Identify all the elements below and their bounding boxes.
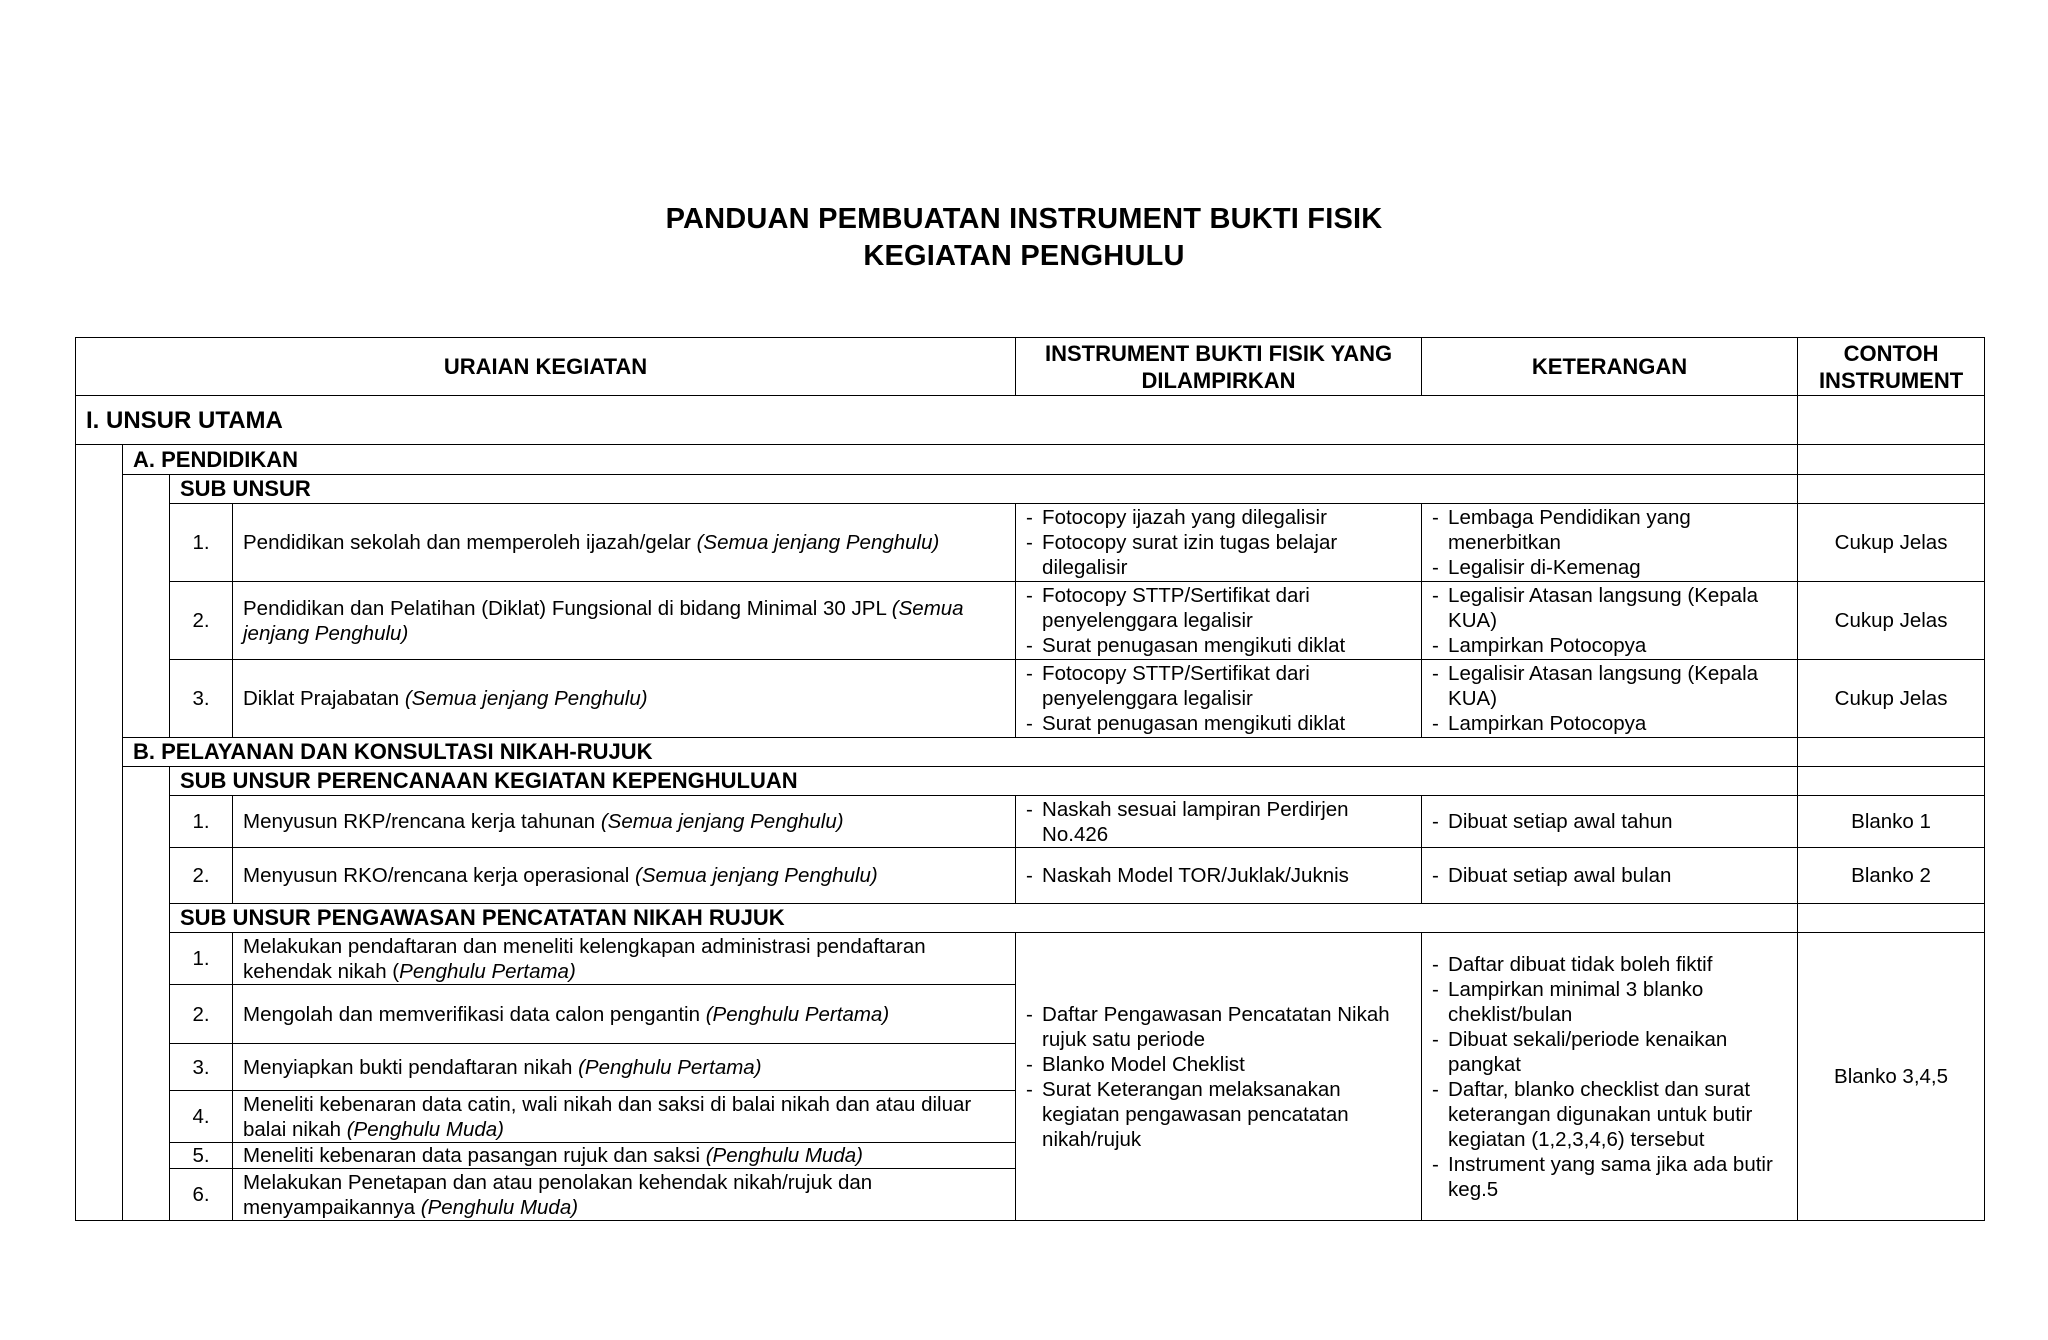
list-item: - Lampirkan minimal 3 blanko cheklist/bulan: [1432, 977, 1787, 1027]
keterangan-list: [1432, 952, 1787, 1202]
contoh-blank: [1798, 738, 1985, 767]
list-item: - Dibuat sekali/periode kenaikan pangkat: [1432, 1027, 1787, 1077]
activity-text: Menyiapkan bukti pendaftaran nikah: [243, 1055, 573, 1079]
table-row: [76, 504, 1985, 582]
list-item: - Fotocopy STTP/Sertifikat dari penyelenggara legalisir: [1026, 661, 1411, 711]
instrument-cell: [1016, 933, 1422, 1221]
activity-description: [233, 1143, 1016, 1169]
list-item: - Instrument yang sama jika ada butir keg.5: [1432, 1152, 1787, 1202]
instrument-list: [1026, 583, 1411, 658]
table-row: [76, 848, 1985, 904]
instrument-cell: [1016, 848, 1422, 904]
activity-description: [233, 1044, 1016, 1091]
instrument-list: [1026, 863, 1411, 888]
table-row: [76, 582, 1985, 660]
row-number: 1.: [170, 504, 233, 582]
contoh-blank: [1798, 396, 1985, 445]
row-number: 3.: [170, 1044, 233, 1091]
contoh-cell: Cukup Jelas: [1798, 504, 1985, 582]
list-item: - Surat penugasan mengikuti diklat: [1026, 633, 1411, 658]
keterangan-cell: [1422, 582, 1798, 660]
list-item: - Legalisir Atasan langsung (Kepala KUA): [1432, 661, 1787, 711]
table-row: [76, 796, 1985, 848]
row-number: 2.: [170, 582, 233, 660]
activity-table: [75, 337, 1985, 1221]
list-item: - Lembaga Pendidikan yang menerbitkan: [1432, 505, 1787, 555]
contoh-cell: Cukup Jelas: [1798, 582, 1985, 660]
row-number: 1.: [170, 933, 233, 985]
activity-description: [233, 848, 1016, 904]
activity-grade-note: (Penghulu Muda): [346, 1117, 504, 1141]
keterangan-list: [1432, 661, 1787, 736]
row-number: 6.: [170, 1169, 233, 1221]
row-number: 3.: [170, 660, 233, 738]
header-keterangan: KETERANGAN: [1422, 338, 1798, 396]
sub-unsur-pengawasan: SUB UNSUR PENGAWASAN PENCATATAN NIKAH RUJUK: [170, 904, 1798, 933]
activity-text: Menyusun RKP/rencana kerja tahunan: [243, 810, 596, 833]
list-item: - Lampirkan Potocopya: [1432, 633, 1787, 658]
sub-unsur-heading: SUB UNSUR: [170, 475, 1798, 504]
instrument-list: [1026, 505, 1411, 580]
activity-grade-note: (Penghulu Muda): [705, 1144, 863, 1167]
list-item: - Dibuat setiap awal tahun: [1432, 809, 1787, 834]
instrument-list: [1026, 1002, 1411, 1152]
activity-text: Melakukan pendaftaran dan meneliti kelengkapan administrasi pendaftaran kehendak nikah (: [243, 934, 926, 983]
instrument-list: [1026, 797, 1411, 847]
activity-description: [233, 985, 1016, 1044]
table-row: [76, 338, 1985, 396]
list-item: - Surat penugasan mengikuti diklat: [1026, 711, 1411, 736]
activity-text: Meneliti kebenaran data catin, wali nikah dan saksi di balai nikah dan atau diluar balai nikah: [243, 1092, 972, 1141]
activity-grade-note: (Semua jenjang Penghulu): [600, 810, 844, 833]
list-item: - Daftar dibuat tidak boleh fiktif: [1432, 952, 1787, 977]
table-row: [76, 660, 1985, 738]
activity-description: [233, 660, 1016, 738]
keterangan-cell: [1422, 504, 1798, 582]
list-item: - Fotocopy ijazah yang dilegalisir: [1026, 505, 1411, 530]
activity-grade-note: (Penghulu Muda): [420, 1195, 579, 1219]
table-row: [76, 767, 1985, 796]
indent-column: [123, 767, 170, 1221]
indent-column: [76, 445, 123, 1221]
table-row: [76, 475, 1985, 504]
activity-text: Melakukan Penetapan dan atau penolakan kehendak nikah/rujuk dan menyampaikannya: [243, 1170, 873, 1219]
activity-text: Pendidikan dan Pelatihan (Diklat) Fungsional di bidang Minimal 30 JPL: [243, 596, 887, 620]
activity-description: [233, 504, 1016, 582]
list-item: - Legalisir Atasan langsung (Kepala KUA): [1432, 583, 1787, 633]
keterangan-list: [1432, 583, 1787, 658]
document-title: PANDUAN PEMBUATAN INSTRUMENT BUKTI FISIK: [665, 203, 1383, 235]
row-number: 2.: [170, 985, 233, 1044]
row-number: 5.: [170, 1143, 233, 1169]
contoh-blank: [1798, 767, 1985, 796]
list-item: - Surat Keterangan melaksanakan kegiatan pengawasan pencatatan nikah/rujuk: [1026, 1077, 1411, 1152]
sub-unsur-perencanaan: SUB UNSUR PERENCANAAN KEGIATAN KEPENGHULUAN: [170, 767, 1798, 796]
table-row: [76, 933, 1985, 985]
instrument-cell: [1016, 660, 1422, 738]
activity-text: Meneliti kebenaran data pasangan rujuk dan saksi: [243, 1144, 700, 1167]
contoh-cell: Blanko 1: [1798, 796, 1985, 848]
activity-grade-note: Penghulu Pertama): [399, 959, 576, 983]
row-number: 2.: [170, 848, 233, 904]
activity-text: Menyusun RKO/rencana kerja operasional: [243, 864, 630, 887]
header-instrument: INSTRUMENT BUKTI FISIK YANG DILAMPIRKAN: [1016, 338, 1422, 396]
keterangan-list: [1432, 505, 1787, 580]
instrument-cell: [1016, 796, 1422, 848]
list-item: - Dibuat setiap awal bulan: [1432, 863, 1787, 888]
keterangan-list: [1432, 863, 1787, 888]
section-a-pendidikan: A. PENDIDIKAN: [123, 445, 1798, 475]
activity-grade-note: (Semua jenjang Penghulu): [635, 864, 878, 887]
row-number: 1.: [170, 796, 233, 848]
activity-description: [233, 1091, 1016, 1143]
keterangan-list: [1432, 809, 1787, 834]
activity-grade-note: (Semua jenjang Penghulu): [696, 531, 940, 554]
list-item: - Naskah sesuai lampiran Perdirjen No.426: [1026, 797, 1411, 847]
section-unsur-utama: I. UNSUR UTAMA: [76, 396, 1798, 445]
indent-column: [123, 475, 170, 738]
activity-text: Mengolah dan memverifikasi data calon pengantin: [243, 1002, 700, 1026]
contoh-blank: [1798, 445, 1985, 475]
activity-description: [233, 582, 1016, 660]
document-subtitle: KEGIATAN PENGHULU: [863, 240, 1185, 272]
contoh-cell: Blanko 3,4,5: [1798, 933, 1985, 1221]
table-row: [76, 445, 1985, 475]
activity-description: [233, 933, 1016, 985]
list-item: - Fotocopy surat izin tugas belajar dilegalisir: [1026, 530, 1411, 580]
table-row: [76, 904, 1985, 933]
header-uraian: URAIAN KEGIATAN: [76, 338, 1016, 396]
activity-grade-note: (Semua jenjang Penghulu): [404, 687, 648, 710]
list-item: - Blanko Model Cheklist: [1026, 1052, 1411, 1077]
section-b-pelayanan: B. PELAYANAN DAN KONSULTASI NIKAH-RUJUK: [123, 738, 1798, 767]
activity-grade-note: (Penghulu Pertama): [578, 1055, 762, 1079]
list-item: - Fotocopy STTP/Sertifikat dari penyelenggara legalisir: [1026, 583, 1411, 633]
instrument-cell: [1016, 504, 1422, 582]
activity-grade-note: (Penghulu Pertama): [705, 1002, 890, 1026]
list-item: - Daftar Pengawasan Pencatatan Nikah rujuk satu periode: [1026, 1002, 1411, 1052]
contoh-blank: [1798, 904, 1985, 933]
activity-text: Diklat Prajabatan: [243, 687, 400, 710]
list-item: - Legalisir di-Kemenag: [1432, 555, 1787, 580]
contoh-blank: [1798, 475, 1985, 504]
list-item: - Lampirkan Potocopya: [1432, 711, 1787, 736]
table-row: [76, 738, 1985, 767]
keterangan-cell: [1422, 660, 1798, 738]
list-item: - Daftar, blanko checklist dan surat keterangan digunakan untuk butir kegiatan (1,2,3,4,6) tersebut: [1432, 1077, 1787, 1152]
activity-description: [233, 1169, 1016, 1221]
row-number: 4.: [170, 1091, 233, 1143]
contoh-cell: Cukup Jelas: [1798, 660, 1985, 738]
activity-text: Pendidikan sekolah dan memperoleh ijazah/gelar: [243, 531, 691, 554]
contoh-cell: Blanko 2: [1798, 848, 1985, 904]
instrument-list: [1026, 661, 1411, 736]
activity-description: [233, 796, 1016, 848]
table-row: [76, 396, 1985, 445]
keterangan-cell: [1422, 848, 1798, 904]
list-item: - Naskah Model TOR/Juklak/Juknis: [1026, 863, 1411, 888]
instrument-cell: [1016, 582, 1422, 660]
keterangan-cell: [1422, 796, 1798, 848]
activity-grade-note: (Semua jenjang Penghulu): [243, 596, 964, 645]
header-contoh: CONTOH INSTRUMENT: [1798, 338, 1985, 396]
keterangan-cell: [1422, 933, 1798, 1221]
